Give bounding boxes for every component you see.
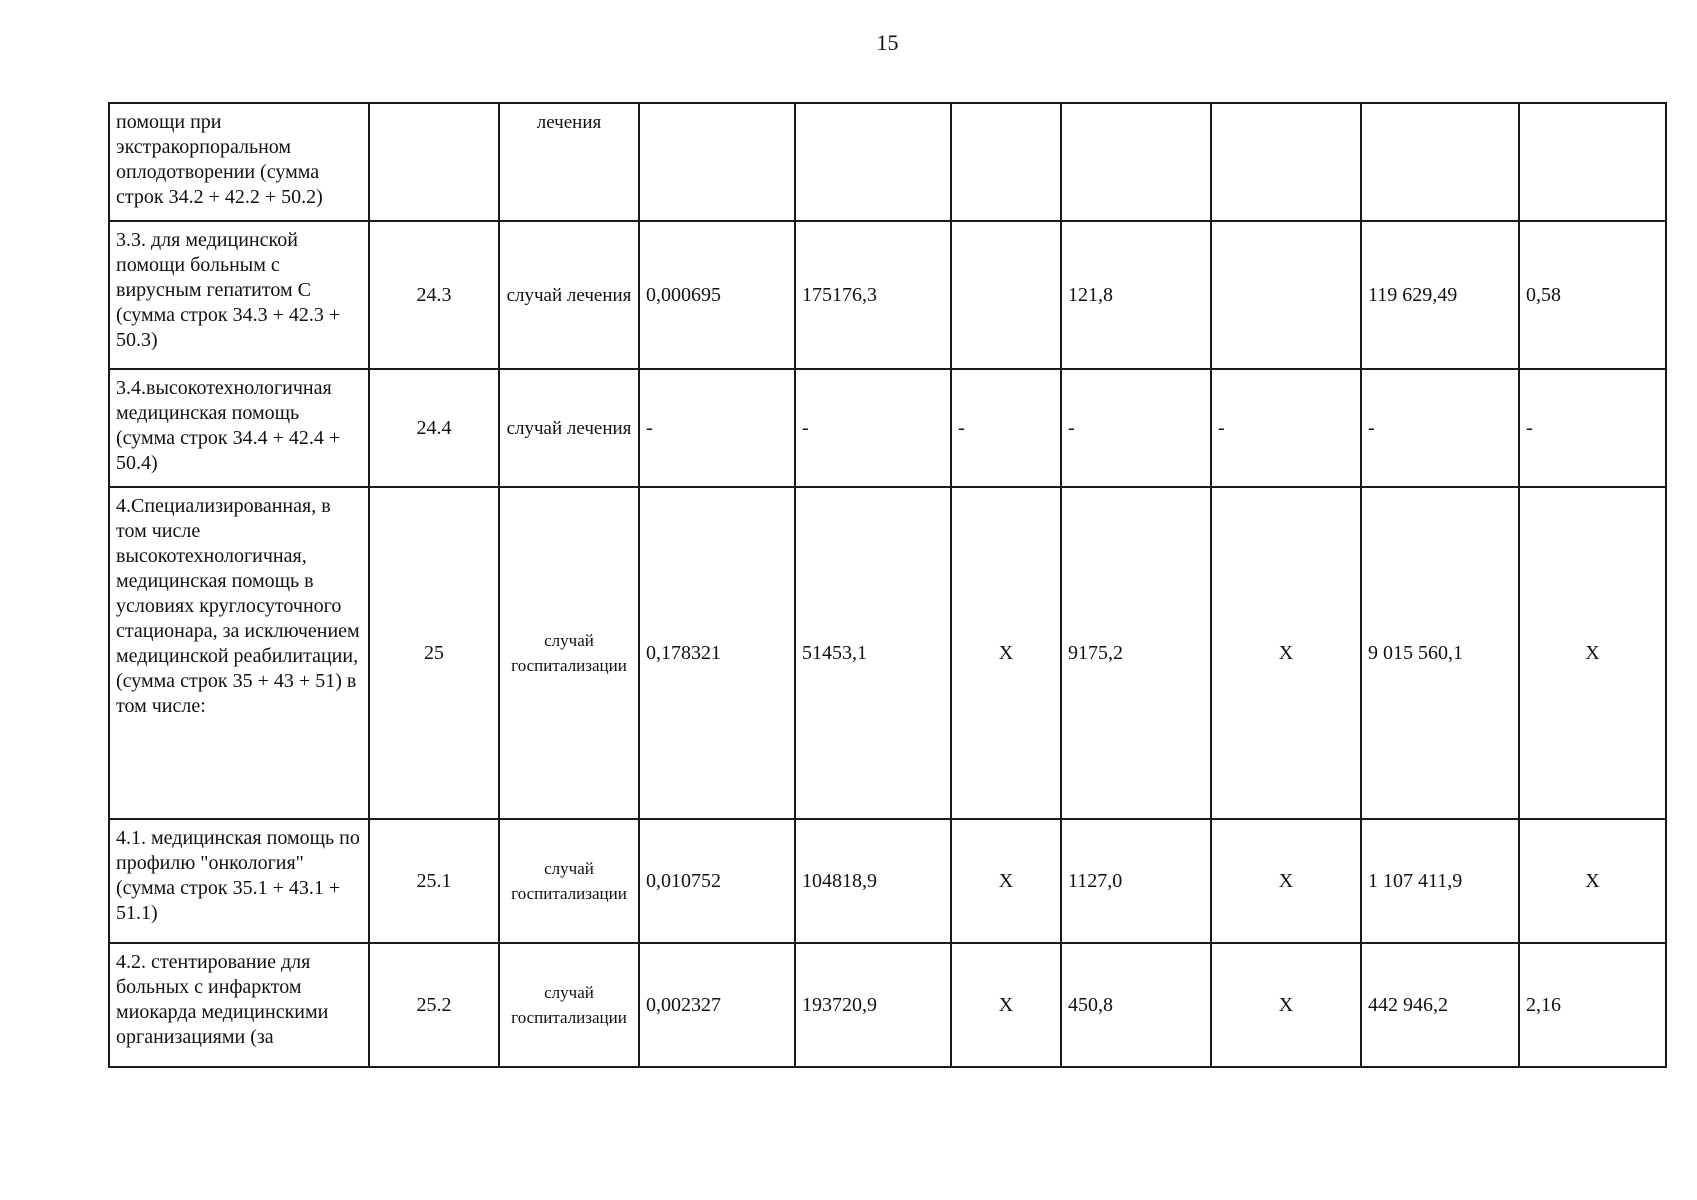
- value-cell: 0,178321: [639, 487, 795, 819]
- value-cell: -: [1211, 369, 1361, 487]
- row-description: 4.Специализированная, в том числе высокотехнологичная, медицинская помощь в условиях круглосуточного стационара, за исключением медицинской реабилитации, (сумма строк 35 + 43 + 51) в том числе:: [109, 487, 369, 819]
- table-row: [109, 369, 1666, 487]
- row-description: 3.4.высокотехнологичная медицинская помощь (сумма строк 34.4 + 42.4 + 50.4): [109, 369, 369, 487]
- value-cell: 121,8: [1061, 221, 1211, 369]
- value-cell: X: [1519, 487, 1666, 819]
- value-cell: 450,8: [1061, 943, 1211, 1067]
- table-row: [109, 819, 1666, 943]
- value-cell: X: [1211, 819, 1361, 943]
- row-number: 24.4: [369, 369, 499, 487]
- row-number: 25.2: [369, 943, 499, 1067]
- unit-of-measure: случай госпитализации: [499, 943, 639, 1067]
- value-cell: X: [1211, 487, 1361, 819]
- financing-table: [108, 102, 1667, 1068]
- value-cell: 175176,3: [795, 221, 951, 369]
- value-cell: -: [1061, 369, 1211, 487]
- value-cell: X: [1519, 819, 1666, 943]
- value-cell: X: [951, 487, 1061, 819]
- value-cell: X: [1211, 943, 1361, 1067]
- value-cell: 0,58: [1519, 221, 1666, 369]
- value-cell: 0,002327: [639, 943, 795, 1067]
- row-description: 4.2. стентирование для больных с инфарктом миокарда медицинскими организациями (за: [109, 943, 369, 1067]
- value-cell: [951, 221, 1061, 369]
- unit-of-measure: лечения: [499, 103, 639, 221]
- row-description: 3.3. для медицинской помощи больным с вирусным гепатитом С (сумма строк 34.3 + 42.3 + 50.3): [109, 221, 369, 369]
- value-cell: 1 107 411,9: [1361, 819, 1519, 943]
- value-cell: 0,010752: [639, 819, 795, 943]
- value-cell: X: [951, 819, 1061, 943]
- unit-of-measure: случай лечения: [499, 221, 639, 369]
- value-cell: X: [951, 943, 1061, 1067]
- table-row: [109, 943, 1666, 1067]
- value-cell: 193720,9: [795, 943, 951, 1067]
- page-number: 15: [876, 30, 899, 55]
- value-cell: 51453,1: [795, 487, 951, 819]
- value-cell: [1519, 103, 1666, 221]
- row-number: 25.1: [369, 819, 499, 943]
- value-cell: -: [951, 369, 1061, 487]
- value-cell: -: [1519, 369, 1666, 487]
- value-cell: 9175,2: [1061, 487, 1211, 819]
- row-description: 4.1. медицинская помощь по профилю "онкология" (сумма строк 35.1 + 43.1 + 51.1): [109, 819, 369, 943]
- value-cell: [1211, 221, 1361, 369]
- unit-of-measure: случай госпитализации: [499, 487, 639, 819]
- value-cell: [1361, 103, 1519, 221]
- row-description: помощи при экстракорпоральном оплодотворении (сумма строк 34.2 + 42.2 + 50.2): [109, 103, 369, 221]
- row-number: 25: [369, 487, 499, 819]
- value-cell: 104818,9: [795, 819, 951, 943]
- value-cell: 1127,0: [1061, 819, 1211, 943]
- value-cell: -: [639, 369, 795, 487]
- table-row: [109, 103, 1666, 221]
- unit-of-measure: случай лечения: [499, 369, 639, 487]
- row-number: 24.3: [369, 221, 499, 369]
- value-cell: 2,16: [1519, 943, 1666, 1067]
- value-cell: 442 946,2: [1361, 943, 1519, 1067]
- value-cell: -: [795, 369, 951, 487]
- value-cell: -: [1361, 369, 1519, 487]
- unit-of-measure: случай госпитализации: [499, 819, 639, 943]
- value-cell: [1061, 103, 1211, 221]
- value-cell: 119 629,49: [1361, 221, 1519, 369]
- row-number: [369, 103, 499, 221]
- value-cell: [795, 103, 951, 221]
- value-cell: [639, 103, 795, 221]
- table-row: [109, 221, 1666, 369]
- value-cell: [951, 103, 1061, 221]
- value-cell: 9 015 560,1: [1361, 487, 1519, 819]
- table-row: [109, 487, 1666, 819]
- value-cell: [1211, 103, 1361, 221]
- value-cell: 0,000695: [639, 221, 795, 369]
